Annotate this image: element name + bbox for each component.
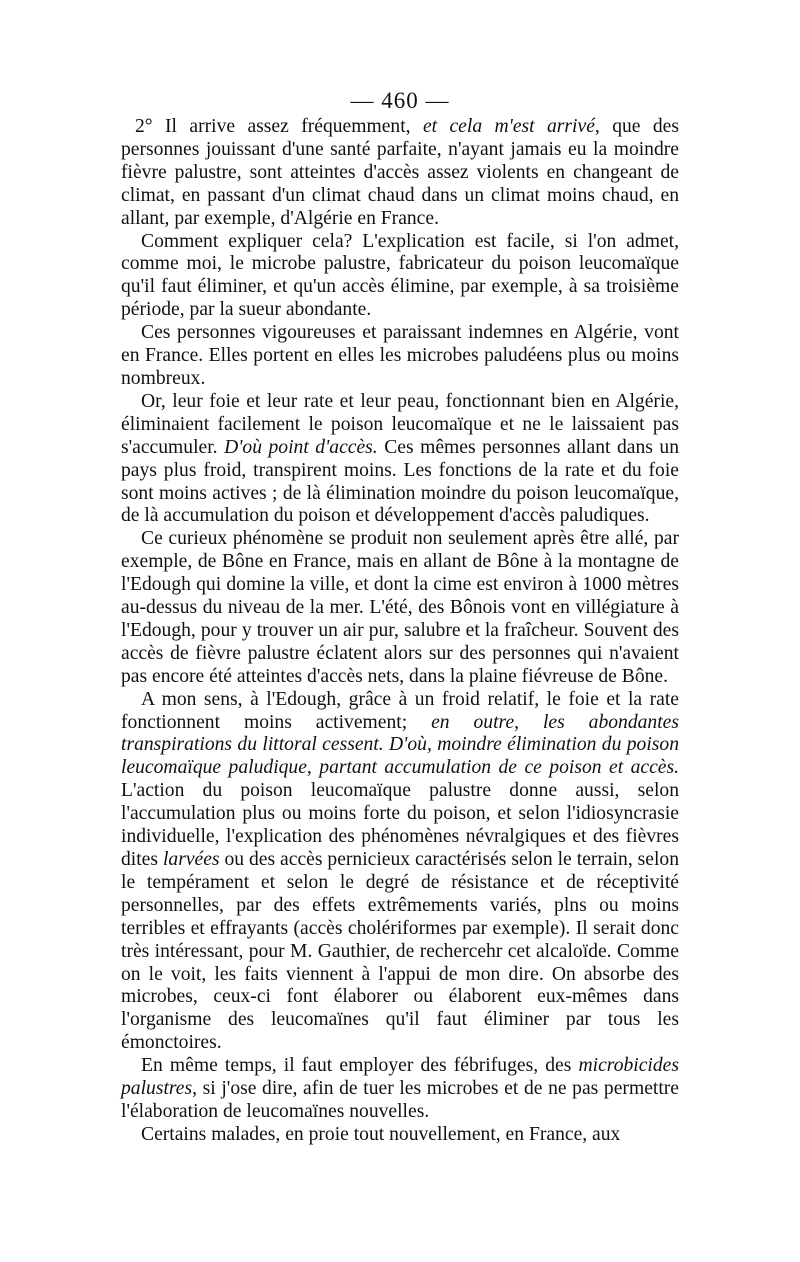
text-run: Ce curieux phénomène se produit non seulement après être allé, par exemple, de Bône en France, mais en allant de Bône à la montagne de l'Edough qui domine la ville, et dont la cime est environ à 1000 mètres au-dessus du niveau de la mer. L'été, des Bônois vont en villégiature à l'Edough, pour y trouver un air pur, salubre et la fraîcheur. Souvent des accès de fièvre palustre éclatent alors sur des personnes qui n'avaient pas encore été atteintes d'accès nets, dans la plaine fiévreuse de Bône. xyxy=(121,528,679,687)
paragraph xyxy=(121,689,679,1056)
paragraph xyxy=(121,391,679,528)
paragraph xyxy=(121,528,679,688)
text-run: Ces mêmes personnes allant dans un pays plus froid, transpirent moins. Les fonctions de la rate et du foie sont moins actives ; de là élimination moindre du poison leucomaïque, de là accumulation du poison et développement d'accès paludiques. xyxy=(121,436,679,527)
italic-text: D'où point d'accès. xyxy=(224,436,378,458)
text-run: L'action du poison leucomaïque palustre donne aussi, selon l'accumulation plus ou moins forte du poison, et selon l'idiosyncrasie individuelle, l'explication des phénomènes névralgiques et des fièvres dites xyxy=(121,780,679,870)
text-run: , si j'ose dire, afin de tuer les microbes et de ne pas permettre l'élaboration de leucomaïnes nouvelles. xyxy=(121,1078,679,1122)
paragraph xyxy=(121,322,679,391)
text-run: , que des personnes jouissant d'une santé parfaite, n'ayant jamais eu la moindre fièvre palustre, sont atteintes d'accès assez violents en changeant de climat, en passant d'un climat chaud dans un climat moins chaud, en allant, par exemple, d'Algérie en France. xyxy=(121,116,679,229)
text-run: Comment expliquer cela? L'explication est facile, si l'on admet, comme moi, le microbe palustre, fabricateur du poison leucomaïque qu'il faut éliminer, et qu'un accès élimine, par exemple, à sa troisième période, par la sueur abondante. xyxy=(121,230,679,321)
paragraph xyxy=(121,1055,679,1124)
text-run: En même temps, il faut employer des fébrifuges, des xyxy=(141,1055,579,1077)
text-run: 2° Il arrive assez fréquemment, xyxy=(135,116,423,137)
italic-text: en outre, les abondantes transpirations du littoral cessent. D'où, moindre élimination du poison leucomaïque paludique, partant accumulation de ce poison et accès. xyxy=(121,711,679,779)
page-body-text xyxy=(121,116,679,1147)
italic-text: et cela m'est arrivé xyxy=(422,116,595,137)
paragraph xyxy=(121,231,679,323)
text-run: Or, leur foie et leur rate et leur peau, fonctionnant bien en Algérie, éliminaient facilement le poison leucomaïque et ne le laissaient pas s'accumuler. xyxy=(121,390,679,458)
paragraph xyxy=(121,116,679,231)
italic-text: microbicides palustres xyxy=(121,1055,679,1100)
text-run: Certains malades, en proie tout nouvellement, en France, aux xyxy=(141,1123,621,1145)
page-number: — 460 — xyxy=(350,88,450,113)
text-run: Ces personnes vigoureuses et paraissant indemnes en Algérie, vont en France. Elles portent en elles les microbes paludéens plus ou moins nombreux. xyxy=(121,322,679,389)
text-run: ou des accès pernicieux caractérisés selon le terrain, selon le tempérament et selon le degré de résistance et de réceptivité personnelles, par des effets extrêmements variés, plns ou moins terribles et effrayants (accès cholériformes par exemple). Il serait donc très intéressant, pour M. Gauthier, de rechercehr cet alcaloïde. Comme on le voit, les faits viennent à l'appui de mon dire. On absorbe des microbes, ceux-ci font élaborer ou élaborent eux-mêmes dans l'organisme des leucomaïnes qu'il faut éliminer par tous les émonctoires. xyxy=(121,849,680,1054)
paragraph xyxy=(121,1124,679,1147)
text-run: A mon sens, à l'Edough, grâce à un froid relatif, le foie et la rate fonctionnent moins activement; xyxy=(121,688,679,733)
italic-text: larvées xyxy=(162,849,220,870)
